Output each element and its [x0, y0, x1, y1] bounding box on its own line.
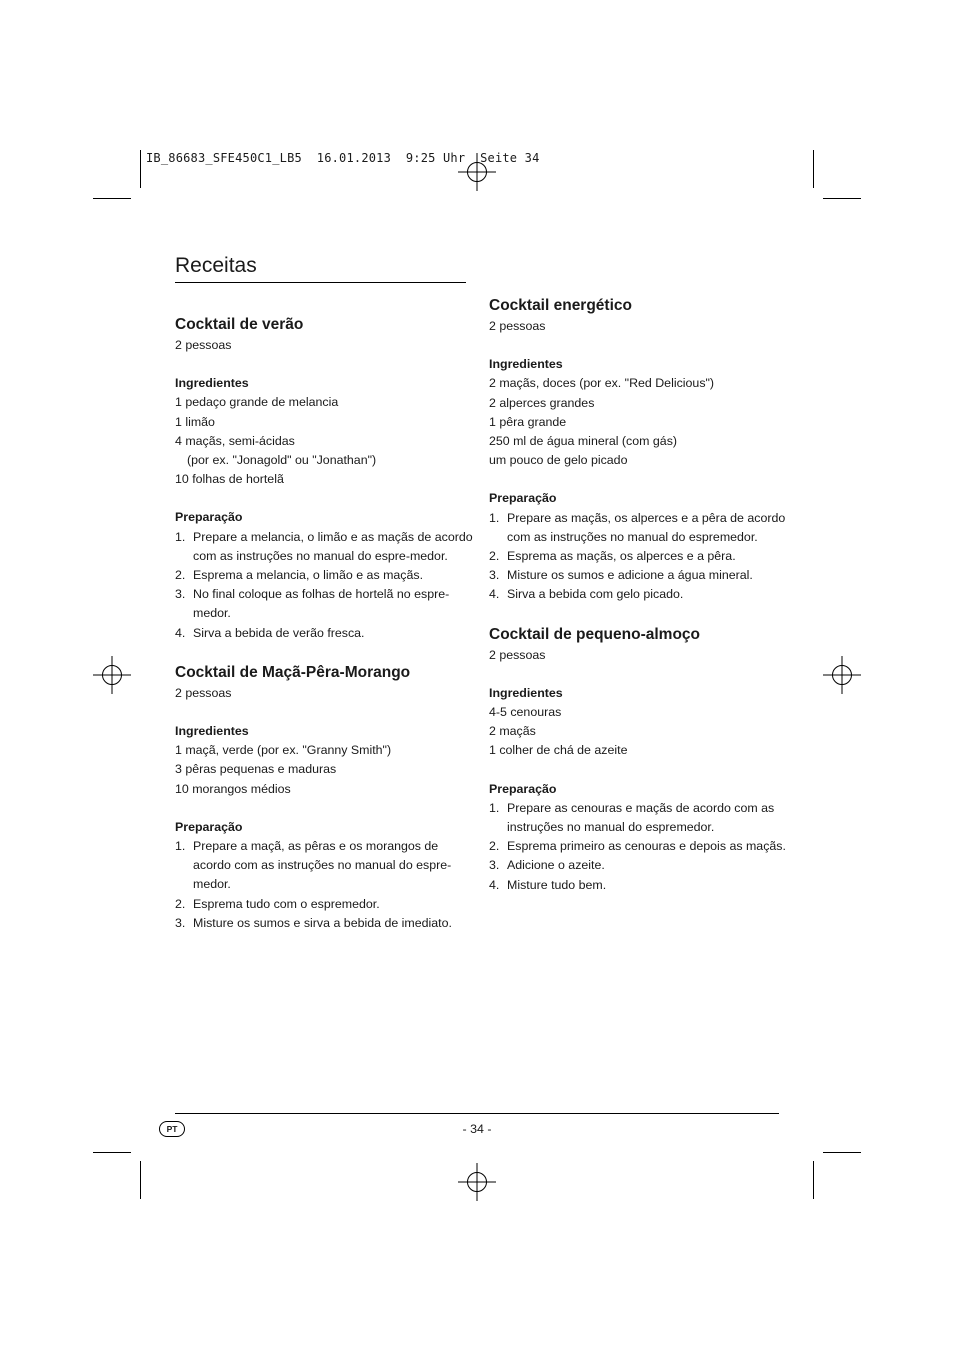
step-text: Prepare as cenouras e maçãs de acordo com as instruções no manual do espremedor. [507, 800, 775, 835]
recipe-servings: 2 pessoas [175, 338, 232, 352]
step-text: Misture os sumos e adicione a água mineral. [507, 568, 753, 583]
step-number: 4. [175, 625, 186, 640]
crop-mark [140, 150, 141, 188]
recipe-servings: 2 pessoas [175, 685, 232, 700]
preparation-step [489, 566, 789, 585]
step-number: 3. [489, 858, 500, 873]
preparation-step [175, 566, 475, 585]
recipe-title: Cocktail de pequeno-almoço [489, 625, 701, 643]
ingredients-list [489, 703, 789, 761]
step-text: Esprema primeiro as cenouras e depois as maçãs. [507, 839, 786, 854]
step-number: 3. [175, 915, 186, 930]
step-number: 2. [175, 568, 186, 583]
crop-mark [823, 1152, 861, 1153]
right-column [489, 295, 789, 914]
preparation-heading: Preparação [489, 781, 557, 796]
preparation-step [175, 624, 475, 643]
step-text: Esprema a melancia, o limão e as maçãs. [193, 568, 424, 583]
crop-mark [823, 198, 861, 199]
registration-mark-icon [458, 1163, 496, 1201]
ingredients-list [489, 374, 789, 470]
ingredient-item: 4-5 cenouras [489, 705, 562, 720]
step-text: Prepare a maçã, as pêras e os morangos de acordo com as instruções no manual do espre-medor. [193, 839, 452, 892]
step-number: 1. [489, 800, 500, 815]
preparation-step [175, 585, 475, 623]
recipe-title: Cocktail de verão [175, 316, 304, 333]
ingredient-item: 3 pêras pequenas e maduras [175, 762, 337, 777]
ingredient-item: 1 maçã, verde (por ex. "Granny Smith") [175, 743, 392, 758]
step-number: 2. [489, 839, 500, 854]
preparation-steps [175, 528, 475, 643]
preparation-step [175, 837, 475, 895]
step-text: Prepare a melancia, o limão e as maçãs de acordo com as instruções no manual do espre-medor. [193, 529, 473, 563]
step-text: Sirva a bebida de verão fresca. [193, 625, 365, 640]
preparation-step [489, 837, 789, 856]
recipe-servings: 2 pessoas [489, 647, 546, 662]
ingredients-list [175, 393, 475, 489]
ingredient-item: 10 morangos médios [175, 781, 291, 796]
ingredient-item: 1 pêra grande [489, 414, 567, 429]
ingredient-item: 2 maçãs [489, 724, 536, 739]
step-number: 4. [489, 587, 500, 602]
step-number: 1. [489, 510, 500, 525]
step-text: Sirva a bebida com gelo picado. [507, 587, 684, 602]
ingredient-item: 1 colher de chá de azeite [489, 743, 628, 758]
preparation-step [175, 895, 475, 914]
step-text: Esprema tudo com o espremedor. [193, 896, 380, 911]
crop-mark [813, 1161, 814, 1199]
ingredients-list [175, 741, 475, 799]
ingredient-item: (por ex. "Jonagold" ou "Jonathan") [187, 453, 377, 468]
recipe-apple-pear-strawberry [175, 662, 475, 933]
recipe-breakfast-cocktail [489, 624, 789, 895]
step-text: Esprema as maçãs, os alperces e a pêra. [507, 549, 736, 564]
preparation-step [489, 547, 789, 566]
language-badge: PT [159, 1121, 185, 1137]
crop-mark [93, 198, 131, 199]
registration-mark-icon [93, 656, 131, 694]
ingredient-item: 1 limão [175, 414, 215, 429]
left-column [175, 314, 475, 952]
preparation-heading: Preparação [489, 491, 557, 506]
crop-mark [140, 1161, 141, 1199]
preparation-heading: Preparação [175, 819, 243, 834]
step-number: 1. [175, 839, 186, 854]
preparation-steps [489, 509, 789, 605]
preparation-step [175, 528, 475, 566]
crop-mark [93, 1152, 131, 1153]
recipe-summer-cocktail [175, 314, 475, 643]
preparation-steps [489, 799, 789, 895]
preparation-step [489, 856, 789, 875]
recipe-title: Cocktail de Maçã-Pêra-Morango [175, 663, 411, 681]
step-number: 2. [489, 549, 500, 564]
registration-mark-icon [823, 656, 861, 694]
step-number: 3. [175, 587, 186, 602]
crop-mark [813, 150, 814, 188]
step-number: 2. [175, 896, 186, 911]
title-divider [175, 282, 466, 283]
ingredients-heading: Ingredientes [489, 357, 563, 372]
ingredient-item: 250 ml de água mineral (com gás) [489, 434, 678, 449]
step-text: Prepare as maçãs, os alperces e a pêra de acordo com as instruções no manual do espremedor. [507, 510, 786, 544]
recipe-servings: 2 pessoas [489, 319, 546, 333]
ingredients-heading: Ingredientes [489, 685, 563, 700]
ingredients-heading: Ingredientes [175, 724, 249, 739]
ingredient-item: 4 maçãs, semi-ácidas [175, 433, 295, 448]
step-number: 1. [175, 529, 186, 544]
print-header: IB_86683_SFE450C1_LB5 16.01.2013 9:25 Uhr Seite 34 [146, 151, 540, 165]
step-number: 3. [489, 568, 500, 583]
preparation-step [489, 585, 789, 604]
preparation-step [489, 876, 789, 895]
step-text: No final coloque as folhas de hortelã no espre-medor. [193, 587, 450, 621]
recipe-energy-cocktail [489, 295, 789, 605]
preparation-steps [175, 837, 475, 933]
recipe-title: Cocktail energético [489, 297, 632, 314]
footer-divider [175, 1113, 779, 1114]
ingredients-heading: Ingredientes [175, 376, 249, 391]
preparation-heading: Preparação [175, 510, 243, 525]
preparation-step [489, 799, 789, 837]
step-text: Adicione o azeite. [507, 858, 605, 873]
page-number: - 34 - [462, 1122, 492, 1136]
step-text: Misture tudo bem. [507, 877, 607, 892]
ingredient-item: 2 alperces grandes [489, 395, 595, 410]
step-number: 4. [489, 877, 500, 892]
preparation-step [175, 914, 475, 933]
ingredient-item: 10 folhas de hortelã [175, 472, 284, 487]
ingredient-item: 2 maçãs, doces (por ex. "Red Delicious") [489, 376, 715, 391]
ingredient-item: um pouco de gelo picado [489, 453, 628, 468]
preparation-step [489, 509, 789, 547]
step-text: Misture os sumos e sirva a bebida de imediato. [193, 915, 452, 930]
ingredient-item: 1 pedaço grande de melancia [175, 395, 339, 410]
registration-mark-icon [458, 153, 496, 191]
page-title: Receitas [175, 254, 257, 277]
